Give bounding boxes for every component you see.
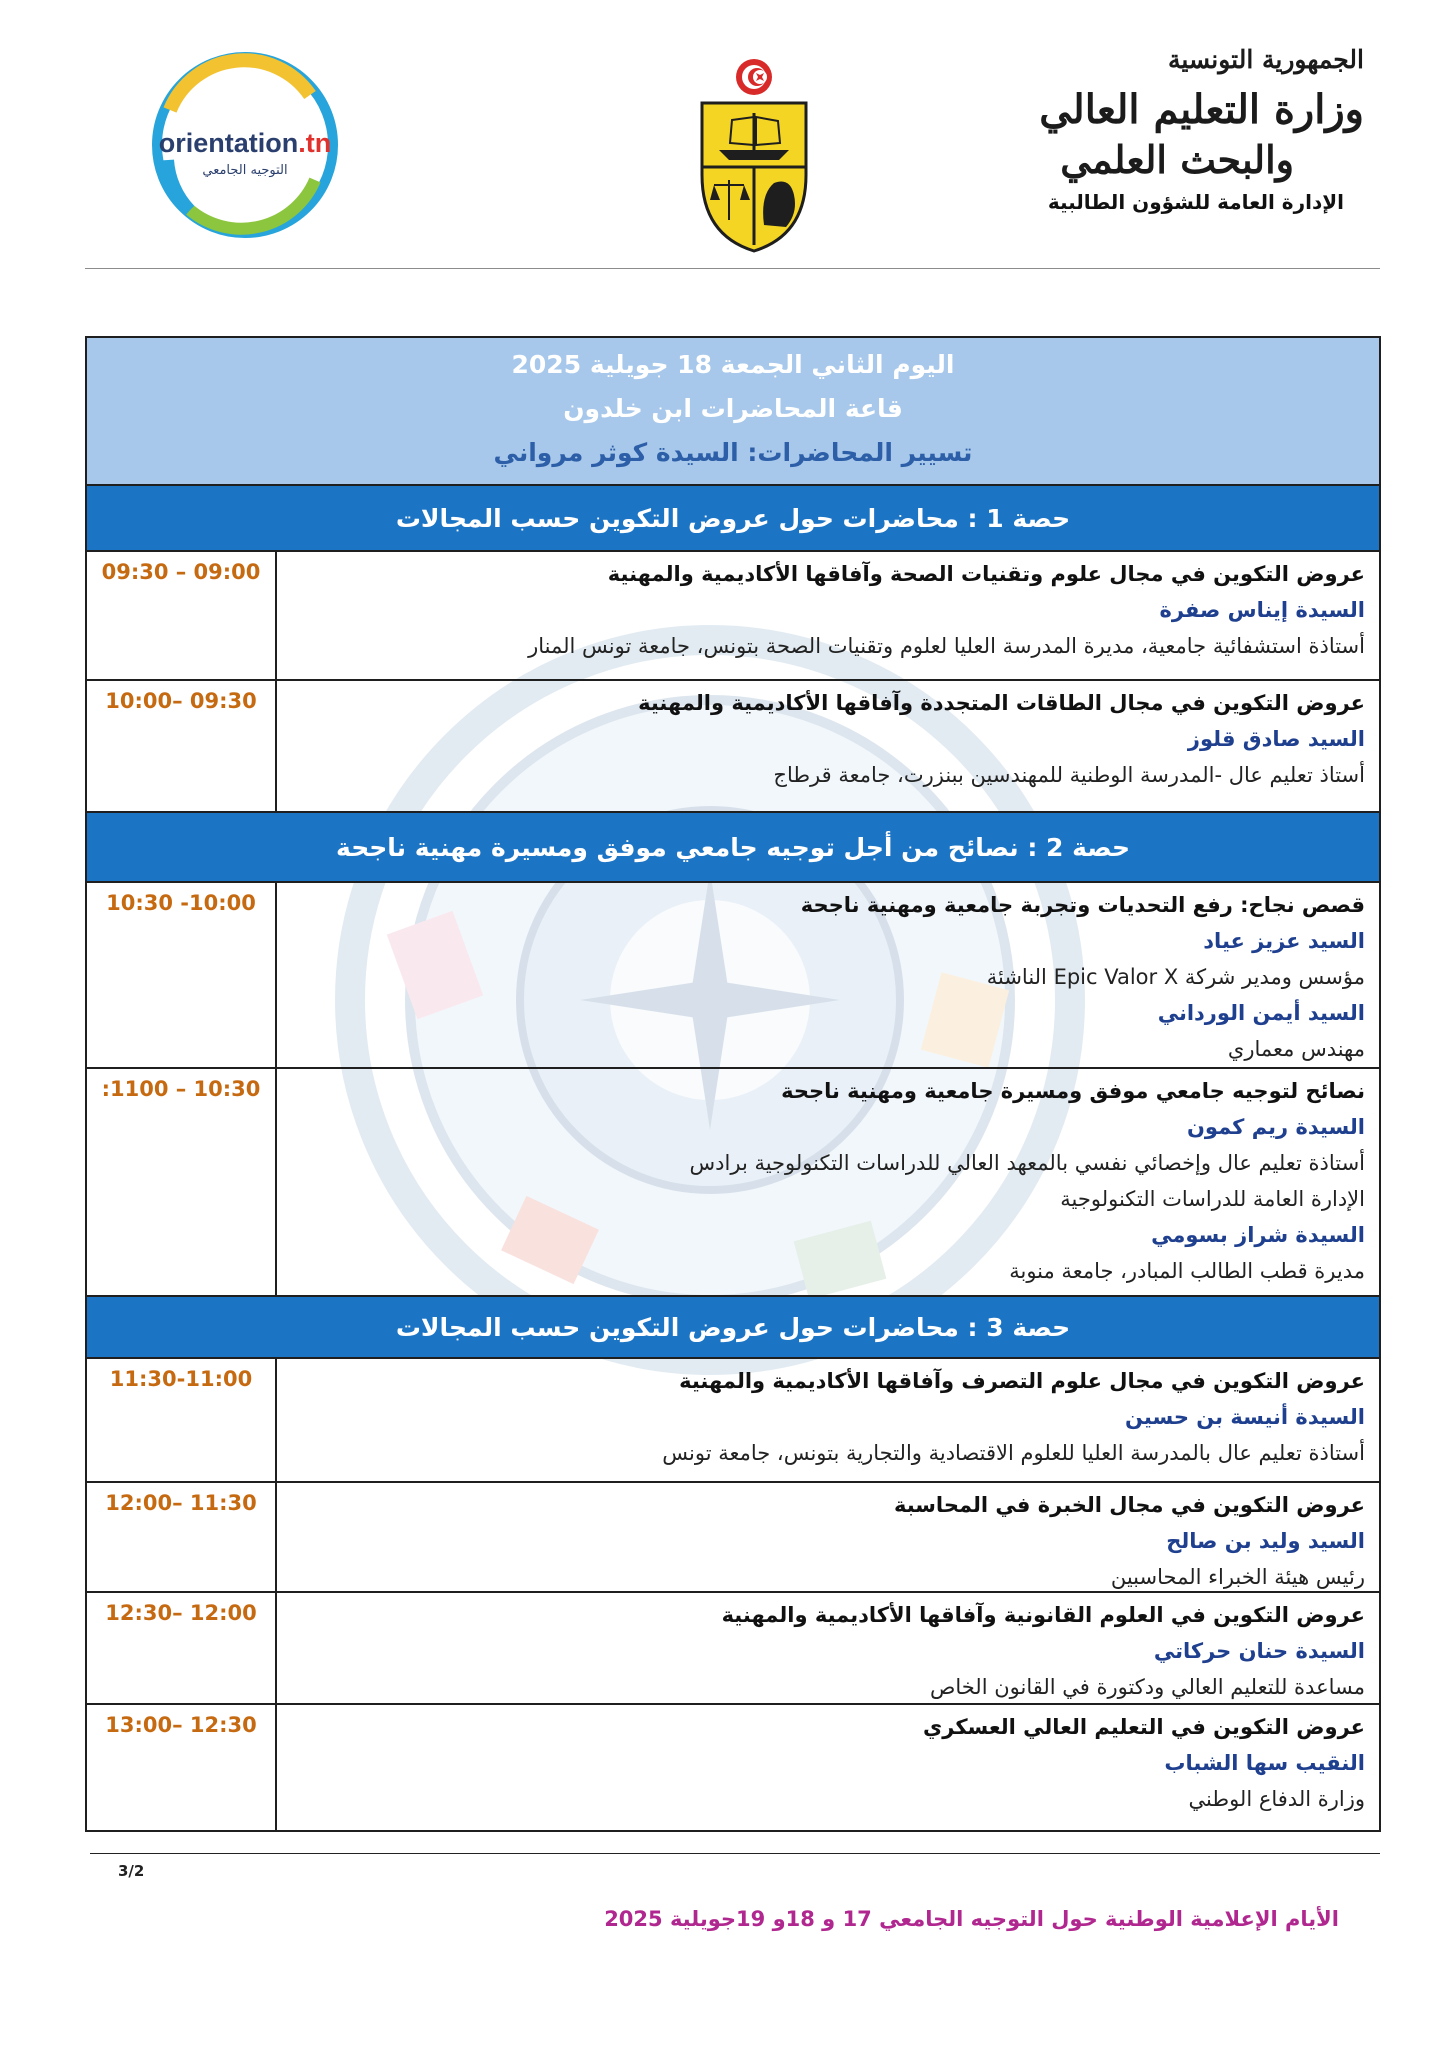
program-row bbox=[87, 1593, 1379, 1705]
speaker-affiliation: رئيس هيئة الخبراء المحاسبين bbox=[1110, 1565, 1365, 1589]
speaker-affiliation: مديرة قطب الطالب المبادر، جامعة منوبة bbox=[1009, 1259, 1365, 1283]
tunisia-coat-of-arms-icon bbox=[694, 55, 814, 255]
speaker-name: السيدة ريم كمون bbox=[1187, 1115, 1365, 1139]
orientation-logo bbox=[150, 50, 340, 240]
speaker-name: السيدة حنان حركاتي bbox=[1153, 1639, 1365, 1663]
day-venue: قاعة المحاضرات ابن خلدون bbox=[563, 394, 903, 423]
speaker-name: السيد صادق قلوز bbox=[1187, 727, 1365, 751]
directorate-label: الإدارة العامة للشؤون الطالبية bbox=[1047, 190, 1344, 214]
speaker-affiliation: أستاذ تعليم عال -المدرسة الوطنية للمهندسين ببنزرت، جامعة قرطاج bbox=[773, 763, 1365, 787]
program-row-content bbox=[277, 1069, 1379, 1295]
talk-title: عروض التكوين في مجال علوم وتقنيات الصحة وآفاقها الأكاديمية والمهنية bbox=[607, 562, 1365, 586]
ministry-name-line1: وزارة التعليم العالي bbox=[1039, 86, 1364, 133]
program-row bbox=[87, 1069, 1379, 1297]
program-table bbox=[85, 336, 1381, 1832]
speaker-affiliation: أستاذة تعليم عال بالمدرسة العليا للعلوم الاقتصادية والتجارية بتونس، جامعة تونس bbox=[662, 1441, 1365, 1465]
talk-title: عروض التكوين في مجال الخبرة في المحاسبة bbox=[893, 1493, 1365, 1517]
time-slot: 11:30-11:00 bbox=[87, 1359, 277, 1481]
ministry-name-line2: والبحث العلمي bbox=[1060, 137, 1294, 182]
session-header: حصة 2 : نصائح من أجل توجيه جامعي موفق ومسيرة مهنية ناجحة bbox=[87, 813, 1379, 883]
speaker-name: السيد عزيز عياد bbox=[1203, 929, 1365, 953]
talk-title: عروض التكوين في العلوم القانونية وآفاقها الأكاديمية والمهنية bbox=[721, 1603, 1365, 1627]
time-slot: 13:00– 12:30 bbox=[87, 1705, 277, 1830]
speaker-affiliation: مساعدة للتعليم العالي ودكتورة في القانون الخاص bbox=[929, 1675, 1365, 1699]
talk-title: قصص نجاح: رفع التحديات وتجربة جامعية ومهنية ناجحة bbox=[800, 893, 1365, 917]
program-row-content bbox=[277, 552, 1379, 679]
program-row bbox=[87, 883, 1379, 1069]
talk-title: عروض التكوين في مجال الطاقات المتجددة وآفاقها الأكاديمية والمهنية bbox=[638, 691, 1365, 715]
speaker-affiliation: أستاذة استشفائية جامعية، مديرة المدرسة العليا لعلوم وتقنيات الصحة بتونس، جامعة تونس المنار bbox=[528, 634, 1365, 658]
time-slot: 12:30– 12:00 bbox=[87, 1593, 277, 1703]
speaker-name: النقيب سها الشباب bbox=[1164, 1751, 1365, 1775]
footer-divider bbox=[90, 1853, 1380, 1854]
speaker-affiliation: وزارة الدفاع الوطني bbox=[1188, 1787, 1365, 1811]
page-number: 3/2 bbox=[118, 1862, 145, 1880]
event-footer: الأيام الإعلامية الوطنية حول التوجيه الجامعي 17 و 18و 19جويلية 2025 bbox=[604, 1907, 1339, 1931]
time-slot: 10:30 -10:00 bbox=[87, 883, 277, 1067]
speaker-affiliation: مهندس معماري bbox=[1227, 1037, 1365, 1061]
speaker-name: السيد أيمن الورداني bbox=[1157, 1001, 1365, 1025]
speaker-name: السيدة إيناس صفرة bbox=[1159, 598, 1365, 622]
program-row bbox=[87, 552, 1379, 681]
talk-title: عروض التكوين في مجال علوم التصرف وآفاقها الأكاديمية والمهنية bbox=[679, 1369, 1365, 1393]
talk-title: عروض التكوين في التعليم العالي العسكري bbox=[923, 1715, 1365, 1739]
time-slot: 12:00– 11:30 bbox=[87, 1483, 277, 1591]
program-row bbox=[87, 1359, 1379, 1483]
day-header bbox=[87, 338, 1379, 486]
speaker-name: السيدة أنيسة بن حسين bbox=[1124, 1405, 1365, 1429]
time-slot: 10:00– 09:30 bbox=[87, 681, 277, 811]
logo-tld: .tn bbox=[298, 128, 332, 158]
ministry-header bbox=[1004, 45, 1364, 214]
program-row-content bbox=[277, 883, 1379, 1067]
program-row-content bbox=[277, 1483, 1379, 1591]
day-title: اليوم الثاني الجمعة 18 جويلية 2025 bbox=[511, 350, 955, 379]
program-row-content bbox=[277, 1705, 1379, 1830]
program-row-content bbox=[277, 1359, 1379, 1481]
republic-label: الجمهورية التونسية bbox=[1168, 45, 1364, 74]
orientation-logo-text bbox=[150, 128, 340, 159]
speaker-affiliation: مؤسس ومدير شركة Epic Valor X الناشئة bbox=[986, 965, 1365, 989]
program-row bbox=[87, 1483, 1379, 1593]
speaker-affiliation: الإدارة العامة للدراسات التكنولوجية bbox=[1060, 1187, 1365, 1211]
time-slot: :1100 – 10:30 bbox=[87, 1069, 277, 1295]
speaker-name: السيدة شراز بسومي bbox=[1151, 1223, 1365, 1247]
speaker-affiliation: أستاذة تعليم عال وإخصائي نفسي بالمعهد العالي للدراسات التكنولوجية برادس bbox=[689, 1151, 1365, 1175]
session-header: حصة 3 : محاضرات حول عروض التكوين حسب المجالات bbox=[87, 1297, 1379, 1359]
orientation-logo-subtitle: التوجيه الجامعي bbox=[202, 163, 288, 178]
logo-main: orientation bbox=[158, 128, 299, 158]
program-row-content bbox=[277, 681, 1379, 811]
program-row bbox=[87, 1705, 1379, 1830]
program-row bbox=[87, 681, 1379, 813]
time-slot: 09:30 – 09:00 bbox=[87, 552, 277, 679]
day-moderator: تسيير المحاضرات: السيدة كوثر مرواني bbox=[493, 438, 973, 467]
talk-title: نصائح لتوجيه جامعي موفق ومسيرة جامعية ومهنية ناجحة bbox=[781, 1079, 1365, 1103]
program-row-content bbox=[277, 1593, 1379, 1703]
speaker-name: السيد وليد بن صالح bbox=[1166, 1529, 1365, 1553]
header-divider bbox=[85, 268, 1380, 269]
session-header: حصة 1 : محاضرات حول عروض التكوين حسب المجالات bbox=[87, 486, 1379, 552]
